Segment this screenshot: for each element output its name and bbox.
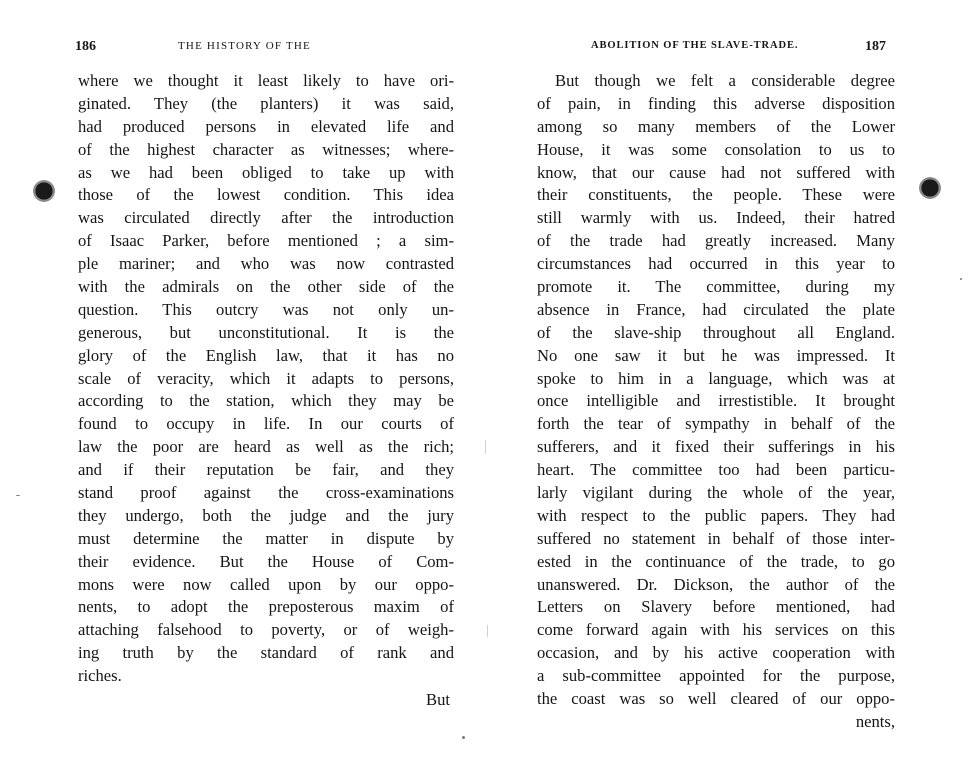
text-line: as we had been obliged to take up with: [78, 162, 454, 182]
page-number: 187: [865, 39, 886, 54]
text-line: stand proof against the cross-examinations: [78, 483, 454, 503]
text-line: question. This outcry was not only un-: [78, 299, 454, 319]
text-line: of Isaac Parker, before mentioned ; a sim-: [78, 231, 454, 251]
text-line: suffered no statement in behalf of those inter-: [537, 528, 895, 548]
text-line: their constituents, the people. These were: [537, 185, 895, 205]
text-line: come forward again with his services on this: [537, 620, 895, 640]
text-line: among so many members of the Lower: [537, 116, 895, 136]
text-line: of the highest character as witnesses; where-: [78, 139, 454, 159]
text-line: ginated. They (the planters) it was said,: [78, 93, 454, 113]
text-line: mons were now called upon by our oppo-: [78, 574, 454, 594]
text-line: found to occupy in life. In our courts of: [78, 414, 454, 434]
text-line: was circulated directly after the introduction: [78, 208, 454, 228]
text-line: must determine the matter in dispute by: [78, 528, 454, 548]
running-head: ABOLITION OF THE SLAVE-TRADE.: [591, 40, 799, 51]
text-line: once intelligible and irrestistible. It brought: [537, 391, 895, 411]
text-line: of pain, in finding this adverse disposition: [537, 93, 895, 113]
text-line: scale of veracity, which it adapts to persons,: [78, 368, 454, 388]
text-line: nents, to adopt the preposterous maxim of: [78, 597, 454, 617]
text-line: had produced persons in elevated life and: [78, 116, 454, 136]
text-line: with the admirals on the other side of the: [78, 277, 454, 297]
text-line: their evidence. But the House of Com-: [78, 551, 454, 571]
text-line: heart. The committee too had been particu-: [537, 460, 895, 480]
text-line: ested in the continuance of the trade, to go: [537, 551, 895, 571]
text-line: But though we felt a considerable degree: [555, 71, 895, 90]
text-line: where we thought it least likely to have ori-: [78, 71, 454, 90]
catchword: nents,: [855, 711, 895, 731]
text-line: according to the station, which they may be: [78, 391, 454, 411]
text-line: a sub-committee appointed for the purpose,: [537, 666, 895, 686]
running-head: THE HISTORY OF THE: [178, 40, 311, 52]
text-line: they undergo, both the judge and the jury: [78, 505, 454, 525]
text-line: of the trade had greatly increased. Many: [537, 231, 895, 251]
text-line: occasion, and by his active cooperation with: [537, 643, 895, 663]
text-line: circumstances had occurred in this year to: [537, 254, 895, 274]
text-line: House, it was some consolation to us to: [537, 139, 895, 159]
text-line: generous, but unconstitutional. It is the: [78, 322, 454, 342]
text-line: larly vigilant during the whole of the year,: [537, 483, 895, 503]
text-line: No one saw it but he was impressed. It: [537, 345, 895, 365]
text-line: know, that our cause had not suffered with: [537, 162, 895, 182]
text-line: and if their reputation be fair, and they: [78, 460, 454, 480]
text-line: unanswered. Dr. Dickson, the author of the: [537, 574, 895, 594]
text-line: spoke to him in a language, which was at: [537, 368, 895, 388]
text-line: promote it. The committee, during my: [537, 277, 895, 297]
text-line: ple mariner; and who was now contrasted: [78, 254, 454, 274]
text-line: attaching falsehood to poverty, or of weigh-: [78, 620, 454, 640]
text-line: Letters on Slavery before mentioned, had: [537, 597, 895, 617]
text-line: sufferers, and it fixed their sufferings in his: [537, 437, 895, 457]
page-number: 186: [75, 39, 96, 54]
text-line: ing truth by the standard of rank and: [78, 643, 454, 663]
catchword: But: [426, 690, 450, 709]
text-line: law the poor are heard as well as the rich;: [78, 437, 454, 457]
text-line: with respect to the public papers. They had: [537, 505, 895, 525]
text-line: forth the tear of sympathy in behalf of the: [537, 414, 895, 434]
text-line: riches.: [78, 666, 122, 686]
text-line: still warmly with us. Indeed, their hatred: [537, 208, 895, 228]
text-line: of the slave-ship throughout all England.: [537, 322, 895, 342]
body-text: [78, 70, 454, 688]
text-line: glory of the English law, that it has no: [78, 345, 454, 365]
text-line: the coast was so well cleared of our oppo-: [537, 689, 895, 709]
body-text: [537, 70, 895, 734]
text-line: those of the lowest condition. This idea: [78, 185, 454, 205]
right-page: [490, 0, 980, 771]
text-line: absence in France, had circulated the plate: [537, 299, 895, 319]
